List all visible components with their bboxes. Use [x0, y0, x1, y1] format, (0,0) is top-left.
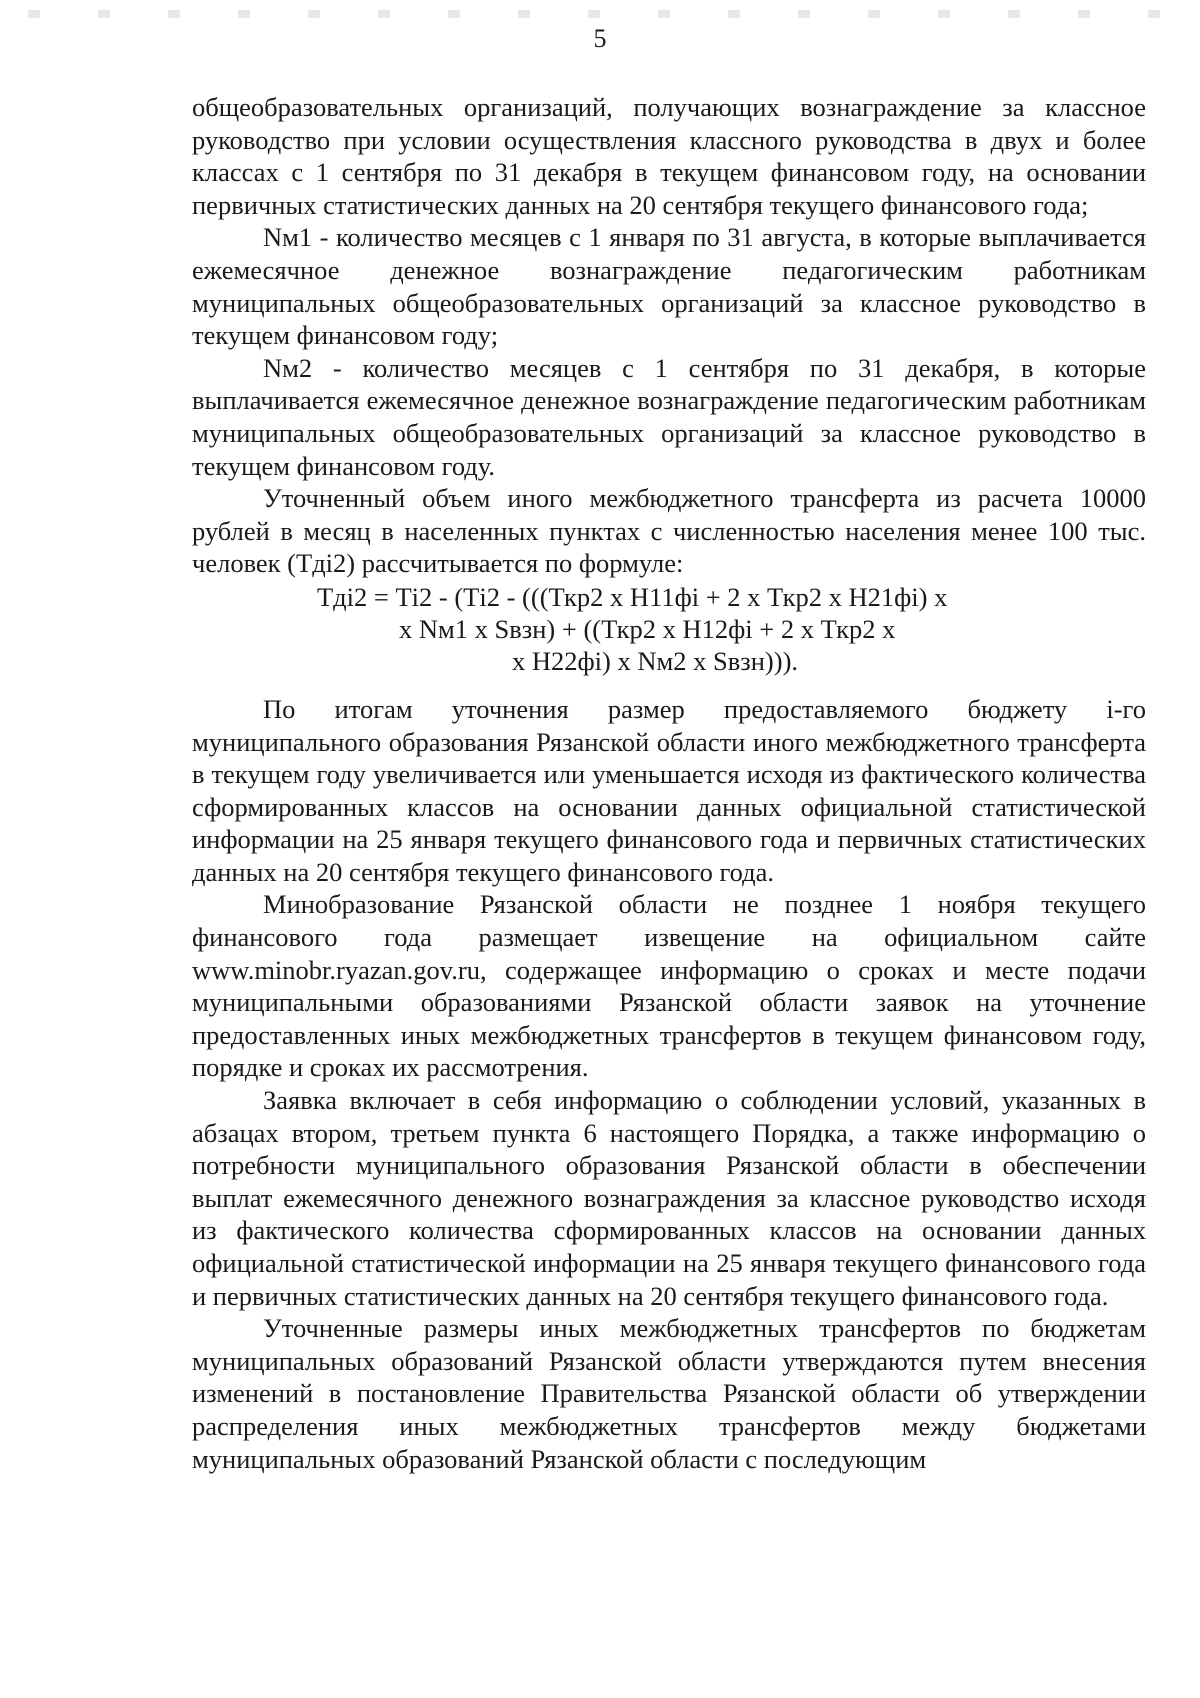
paragraph-nm2-definition: Nм2 - количество месяцев с 1 сентября по 31 декабря, в которые выплачивается ежемесячное денежное вознаграждение педагогическим работникам муниципальных общеобразовательных организаций за классное руководство в текущем финансовом году.: [192, 352, 1146, 481]
scan-edge-artifact: [0, 10, 1200, 18]
paragraph-adjustment: По итогам уточнения размер предоставляемого бюджету і-го муниципального образования Рязанской области иного межбюджетного трансферта в текущем году увеличивается или уменьшается исходя из фактического количества сформированных классов на основании данных официальной статистической информации на 25 января текущего финансового года и первичных статистических данных на 20 сентября текущего финансового года.: [192, 693, 1146, 887]
paragraph-continuation: общеобразовательных организаций, получающих вознаграждение за классное руководство при условии осуществления классного руководства в двух и более классах с 1 сентября по 31 декабря в текущем финансовом году, на основании первичных статистических данных на 20 сентября текущего финансового года;: [192, 92, 1146, 220]
paragraph-application-contents: Заявка включает в себя информацию о соблюдении условий, указанных в абзацах втором, третьем пункта 6 настоящего Порядка, а также информацию о потребности муниципального образования Рязанской области в обеспечении выплат ежемесячного денежного вознаграждения за классное руководство исходя из фактического количества сформированных классов на основании данных официальной статистической информации на 25 января текущего финансового года и первичных статистических данных на 20 сентября текущего финансового года.: [192, 1085, 1146, 1311]
paragraph-ministry-notice: Минобразование Рязанской области не позднее 1 ноября текущего финансового года размещает извещение на официальном сайте www.minobr.ryazan.gov.ru, содержащее информацию о сроках и месте подачи муниципальными образованиями Рязанской области заявок на уточнение предоставленных иных межбюджетных трансфертов в текущем финансовом году, порядке и сроках их рассмотрения.: [192, 889, 1146, 1083]
paragraph-approval: Уточненные размеры иных межбюджетных трансфертов по бюджетам муниципальных образований Рязанской области утверждаются путем внесения изменений в постановление Правительства Рязанской области об утверждении распределения иных межбюджетных трансфертов между бюджетами муниципальных образований Рязанской области с последующим: [192, 1313, 1146, 1474]
document-body: [192, 91, 1146, 1475]
formula-line-2: х Nм1 х Sвзн) + ((Ткр2 х Н12фі + 2 х Ткр2 х: [399, 613, 896, 644]
formula-tdi2: [192, 581, 1146, 677]
formula-line-3: х Н22фі) х Nм2 х Sвзн))).: [512, 645, 799, 676]
paragraph-nm1-definition: Nм1 - количество месяцев с 1 января по 31 августа, в которые выплачивается ежемесячное денежное вознаграждение педагогическим работникам муниципальных общеобразовательных организаций за классное руководство в текущем финансовом году;: [192, 222, 1146, 351]
formula-line-1: Тді2 = Ті2 - (Ті2 - (((Ткр2 х Н11фі + 2 х Ткр2 х Н21фі) х: [317, 581, 948, 612]
page-number: 5: [593, 24, 607, 53]
paragraph-formula-intro: Уточненный объем иного межбюджетного трансферта из расчета 10000 рублей в месяц в населенных пунктах с численностью населения менее 100 тыс. человек (Тді2) рассчитывается по формуле:: [192, 483, 1146, 579]
